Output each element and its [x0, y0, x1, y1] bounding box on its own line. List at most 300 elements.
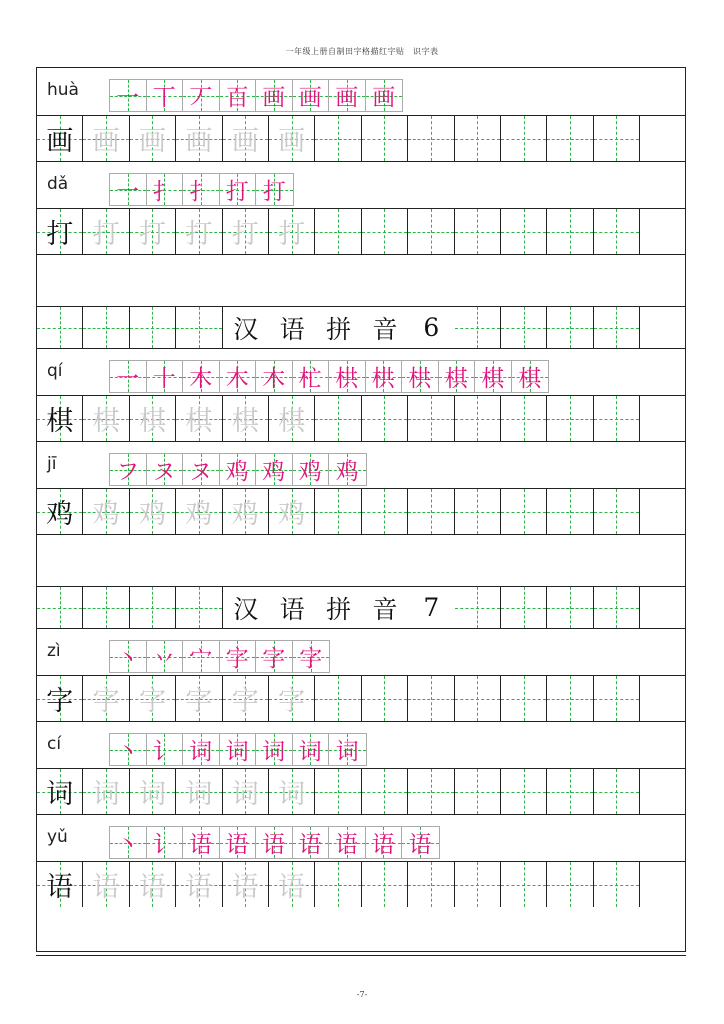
stroke-step [110, 80, 147, 111]
stroke-step [329, 734, 366, 765]
stroke-step [439, 361, 476, 392]
tianzige-cell [176, 209, 222, 254]
trace-character: 鸡 [185, 499, 213, 530]
stroke-step-char: 丶 [116, 832, 140, 858]
tianzige-cell [315, 769, 361, 814]
lesson-title-char: 拼 [326, 314, 352, 344]
stroke-step [256, 80, 293, 111]
tianzige-cell [223, 862, 269, 907]
tianzige-cell [594, 676, 640, 721]
tianzige-cell [223, 116, 269, 161]
trace-character: 字 [92, 686, 120, 717]
tianzige-cell [455, 769, 501, 814]
model-character: 词 [46, 779, 74, 810]
tianzige-cell [455, 307, 501, 348]
trace-character: 词 [185, 779, 213, 810]
tianzige-cell [37, 116, 83, 161]
stroke-step-char: 一 [116, 366, 140, 392]
tianzige-cell [547, 769, 593, 814]
stroke-step [110, 174, 147, 205]
sheet-bottom-line [36, 955, 686, 956]
stroke-step-char: フ [116, 459, 140, 485]
stroke-step [329, 454, 366, 485]
stroke-order-strip [109, 360, 549, 393]
tianzige-cell [130, 862, 176, 907]
stroke-step [183, 454, 220, 485]
practice-sheet [36, 67, 686, 952]
stroke-step [183, 827, 220, 858]
stroke-step-char: 栱 [408, 366, 432, 392]
stroke-step [220, 174, 257, 205]
trace-character: 画 [278, 126, 306, 157]
tianzige-cell [83, 769, 129, 814]
stroke-step-char: 鸡 [225, 459, 249, 485]
trace-character: 打 [278, 219, 306, 250]
tianzige-cell [501, 587, 547, 628]
stroke-step [366, 361, 403, 392]
lesson-title-char: 7 [423, 593, 440, 622]
tianzige-row [37, 395, 685, 441]
stroke-step-char: 鸡 [335, 459, 359, 485]
tianzige-cell [176, 396, 222, 441]
tianzige-cell [269, 769, 315, 814]
tianzige-cell [130, 587, 176, 628]
stroke-step-char: 十 [152, 366, 176, 392]
stroke-step-char: 字 [299, 646, 323, 672]
tianzige-grid [37, 769, 686, 814]
tianzige-cell [501, 396, 547, 441]
tianzige-cell [269, 116, 315, 161]
tianzige-cell [83, 862, 129, 907]
tianzige-cell [594, 116, 640, 161]
stroke-step [293, 734, 330, 765]
stroke-step [183, 80, 220, 111]
stroke-step [329, 361, 366, 392]
lesson-title-row [37, 586, 685, 628]
stroke-step-char: 讠 [152, 739, 176, 765]
trace-character: 鸡 [278, 499, 306, 530]
tianzige-cell [501, 862, 547, 907]
tianzige-cell [501, 676, 547, 721]
tianzige-cell [640, 396, 686, 441]
blank-row [37, 534, 685, 586]
trace-character: 词 [92, 779, 120, 810]
stroke-step-char: 语 [225, 832, 249, 858]
stroke-step [475, 361, 512, 392]
stroke-step [110, 827, 147, 858]
lesson-title-char: 语 [279, 314, 305, 344]
tianzige-cell [130, 489, 176, 534]
tianzige-cell [37, 587, 83, 628]
tianzige-cell [315, 676, 361, 721]
tianzige-cell [547, 489, 593, 534]
stroke-step-char: 字 [262, 646, 286, 672]
tianzige-cell [594, 587, 640, 628]
stroke-step-char: 画 [298, 85, 322, 111]
tianzige-cell [83, 116, 129, 161]
tianzige-cell [223, 209, 269, 254]
trace-character: 语 [138, 872, 166, 903]
page-number: -7- [356, 990, 368, 999]
pinyin-label: qí [47, 361, 63, 381]
stroke-step-char: 丶 [116, 646, 140, 672]
stroke-step-char: 画 [335, 85, 359, 111]
stroke-order-strip [109, 733, 367, 766]
stroke-step-char: 词 [225, 739, 249, 765]
trace-character: 语 [92, 872, 120, 903]
tianzige-cell [408, 676, 454, 721]
lesson-title [223, 307, 455, 348]
stroke-step [147, 734, 184, 765]
lesson-title-char: 汉 [233, 594, 259, 624]
stroke-step-char: 词 [189, 739, 213, 765]
model-character: 打 [46, 219, 74, 250]
tianzige-cell [315, 489, 361, 534]
tianzige-cell [547, 209, 593, 254]
stroke-step-char: 丶 [116, 739, 140, 765]
stroke-step-char: 词 [335, 739, 359, 765]
stroke-order-strip [109, 79, 403, 112]
tianzige-cell [269, 676, 315, 721]
tianzige-cell [37, 769, 83, 814]
stroke-step-char: 语 [371, 832, 395, 858]
tianzige-cell [408, 396, 454, 441]
stroke-step-char: 词 [298, 739, 322, 765]
tianzige-cell [594, 307, 640, 348]
trace-character: 棋 [231, 406, 259, 437]
tianzige-cell [594, 769, 640, 814]
tianzige-cell [176, 862, 222, 907]
tianzige-cell [408, 862, 454, 907]
trace-character: 字 [185, 686, 213, 717]
stroke-step [329, 827, 366, 858]
tianzige-cell [269, 489, 315, 534]
tianzige-cell [130, 676, 176, 721]
tianzige-cell [501, 769, 547, 814]
tianzige-cell [547, 307, 593, 348]
stroke-step [183, 734, 220, 765]
tianzige-cell [130, 209, 176, 254]
tianzige-cell [176, 116, 222, 161]
tianzige-cell [455, 676, 501, 721]
tianzige-cell [640, 676, 686, 721]
tianzige-cell [83, 489, 129, 534]
stroke-step [329, 80, 366, 111]
stroke-step [147, 641, 184, 672]
stroke-step-char: 栱 [371, 366, 395, 392]
tianzige-cell [455, 862, 501, 907]
tianzige-cell [362, 862, 408, 907]
stroke-step [220, 80, 257, 111]
trace-character: 语 [185, 872, 213, 903]
trace-character: 字 [231, 686, 259, 717]
trace-character: 画 [138, 126, 166, 157]
model-character: 鸡 [46, 499, 74, 530]
pinyin-label: huà [47, 80, 79, 100]
page-header: 一年级上册自制田字格描红字贴 识字表 [285, 47, 439, 56]
tianzige-cell [37, 396, 83, 441]
stroke-step [293, 361, 330, 392]
stroke-step-char: 画 [372, 85, 396, 111]
tianzige-cell [362, 769, 408, 814]
tianzige-cell [547, 396, 593, 441]
stroke-step [110, 361, 147, 392]
stroke-step-char: 画 [262, 85, 286, 111]
tianzige-grid [37, 116, 686, 161]
stroke-step [110, 454, 147, 485]
stroke-order-strip [109, 640, 330, 673]
stroke-step [256, 641, 293, 672]
stroke-step-char: 杧 [298, 366, 322, 392]
pinyin-row [37, 441, 685, 488]
tianzige-cell [547, 862, 593, 907]
stroke-order-strip [109, 173, 294, 206]
stroke-step [402, 361, 439, 392]
stroke-step-char: 木 [189, 366, 213, 392]
tianzige-row [37, 675, 685, 721]
tianzige-cell [83, 396, 129, 441]
pinyin-row [37, 68, 685, 115]
stroke-step [293, 454, 330, 485]
stroke-step-char: 棋 [481, 366, 505, 392]
stroke-order-strip [109, 453, 367, 486]
tianzige-cell [83, 676, 129, 721]
tianzige-cell [594, 862, 640, 907]
model-character: 棋 [46, 406, 74, 437]
tianzige-cell [83, 209, 129, 254]
tianzige-cell [408, 769, 454, 814]
pinyin-label: cí [47, 734, 62, 754]
tianzige-cell [408, 116, 454, 161]
tianzige-cell [37, 489, 83, 534]
tianzige-row [37, 768, 685, 814]
stroke-step [402, 827, 439, 858]
stroke-step-char: 木 [225, 366, 249, 392]
stroke-step-char: 语 [408, 832, 432, 858]
lesson-title [223, 587, 455, 628]
tianzige-cell [640, 769, 686, 814]
stroke-step-char: 语 [189, 832, 213, 858]
stroke-step [183, 361, 220, 392]
tianzige-cell [594, 489, 640, 534]
tianzige-cell [501, 116, 547, 161]
tianzige-cell [455, 116, 501, 161]
stroke-step [293, 827, 330, 858]
pinyin-row [37, 348, 685, 395]
tianzige-cell [83, 307, 129, 348]
stroke-step-char: 打 [225, 179, 249, 205]
model-character: 语 [46, 872, 74, 903]
trace-character: 打 [231, 219, 259, 250]
pinyin-label: zì [47, 641, 61, 661]
pinyin-row [37, 814, 685, 861]
stroke-step-char: 讠 [152, 832, 176, 858]
stroke-step-char: 字 [225, 646, 249, 672]
lesson-title-char: 音 [372, 594, 398, 624]
tianzige-cell [594, 396, 640, 441]
tianzige-cell [315, 209, 361, 254]
tianzige-cell [594, 209, 640, 254]
stroke-step [147, 361, 184, 392]
tianzige-cell [315, 862, 361, 907]
tianzige-cell [223, 769, 269, 814]
trace-character: 棋 [92, 406, 120, 437]
tianzige-cell [269, 209, 315, 254]
tianzige-cell [130, 396, 176, 441]
lesson-title-char: 语 [279, 594, 305, 624]
stroke-step [256, 734, 293, 765]
stroke-step [293, 641, 330, 672]
trace-character: 鸡 [231, 499, 259, 530]
tianzige-cell [362, 676, 408, 721]
tianzige-row [37, 488, 685, 534]
lesson-title-char: 6 [423, 313, 440, 342]
lesson-title-char: 音 [372, 314, 398, 344]
stroke-step-char: 丷 [152, 646, 176, 672]
tianzige-cell [37, 862, 83, 907]
lesson-title-row [37, 306, 685, 348]
stroke-step [183, 174, 220, 205]
tianzige-cell [501, 489, 547, 534]
tianzige-grid [37, 209, 686, 254]
tianzige-cell [223, 489, 269, 534]
tianzige-cell [37, 209, 83, 254]
tianzige-cell [547, 116, 593, 161]
stroke-step-char: 宀 [189, 646, 213, 672]
tianzige-cell [408, 209, 454, 254]
pinyin-label: dǎ [47, 174, 69, 194]
tianzige-cell [455, 209, 501, 254]
tianzige-cell [83, 587, 129, 628]
tianzige-cell [362, 116, 408, 161]
stroke-step [256, 361, 293, 392]
tianzige-cell [547, 676, 593, 721]
stroke-step [220, 454, 257, 485]
tianzige-cell [455, 587, 501, 628]
stroke-step [256, 454, 293, 485]
stroke-step [147, 174, 184, 205]
trace-character: 字 [138, 686, 166, 717]
stroke-step-char: 语 [298, 832, 322, 858]
tianzige-cell [269, 396, 315, 441]
tianzige-cell [176, 769, 222, 814]
trace-character: 语 [231, 872, 259, 903]
stroke-order-strip [109, 826, 440, 859]
tianzige-cell [37, 676, 83, 721]
pinyin-row [37, 628, 685, 675]
stroke-step-char: 栱 [335, 366, 359, 392]
tianzige-cell [501, 307, 547, 348]
tianzige-row [37, 861, 685, 907]
tianzige-cell [315, 116, 361, 161]
stroke-step-char: 木 [262, 366, 286, 392]
stroke-step-char: 丅 [152, 85, 176, 111]
tianzige-cell [315, 396, 361, 441]
tianzige-cell [176, 307, 222, 348]
tianzige-grid [37, 396, 686, 441]
model-character: 字 [46, 686, 74, 717]
pinyin-label: jī [47, 454, 57, 474]
stroke-step [147, 454, 184, 485]
tianzige-cell [408, 489, 454, 534]
stroke-step-char: 棋 [444, 366, 468, 392]
tianzige-cell [547, 587, 593, 628]
tianzige-cell [640, 209, 686, 254]
trace-character: 鸡 [92, 499, 120, 530]
tianzige-cell [269, 862, 315, 907]
stroke-step [220, 641, 257, 672]
lesson-title-char: 汉 [233, 314, 259, 344]
tianzige-cell [640, 587, 686, 628]
stroke-step-char: 丆 [189, 85, 213, 111]
tianzige-cell [176, 676, 222, 721]
tianzige-cell [37, 307, 83, 348]
trace-character: 语 [278, 872, 306, 903]
trace-character: 字 [278, 686, 306, 717]
lesson-title-char: 拼 [326, 594, 352, 624]
tianzige-row [37, 208, 685, 254]
pinyin-row [37, 721, 685, 768]
tianzige-cell [223, 396, 269, 441]
trace-character: 画 [231, 126, 259, 157]
stroke-step [256, 174, 293, 205]
tianzige-cell [223, 676, 269, 721]
tianzige-cell [130, 116, 176, 161]
stroke-step-char: 扌 [189, 179, 213, 205]
trace-character: 词 [138, 779, 166, 810]
trace-character: 画 [185, 126, 213, 157]
blank-row [37, 254, 685, 306]
stroke-step [147, 80, 184, 111]
stroke-step-char: ヌ [152, 459, 176, 485]
trace-character: 打 [138, 219, 166, 250]
tianzige-row [37, 115, 685, 161]
stroke-step [110, 641, 147, 672]
tianzige-cell [455, 489, 501, 534]
stroke-step-char: 打 [262, 179, 286, 205]
stroke-step-char: 棋 [518, 366, 542, 392]
stroke-step-char: 鸡 [298, 459, 322, 485]
stroke-step [512, 361, 549, 392]
trace-character: 棋 [278, 406, 306, 437]
tianzige-cell [362, 209, 408, 254]
tianzige-cell [362, 489, 408, 534]
tianzige-cell [130, 769, 176, 814]
stroke-step-char: 词 [262, 739, 286, 765]
stroke-step [366, 80, 403, 111]
trace-character: 画 [92, 126, 120, 157]
stroke-step-char: 鸡 [262, 459, 286, 485]
stroke-step [147, 827, 184, 858]
tianzige-cell [640, 116, 686, 161]
tianzige-cell [640, 862, 686, 907]
pinyin-row [37, 161, 685, 208]
tianzige-cell [501, 209, 547, 254]
tianzige-cell [640, 489, 686, 534]
stroke-step [366, 827, 403, 858]
trace-character: 词 [278, 779, 306, 810]
trace-character: 棋 [138, 406, 166, 437]
tianzige-cell [640, 307, 686, 348]
stroke-step-char: 一 [116, 85, 140, 111]
trace-character: 打 [92, 219, 120, 250]
tianzige-cell [455, 396, 501, 441]
stroke-step [293, 80, 330, 111]
tianzige-cell [176, 587, 222, 628]
stroke-step-char: 扌 [152, 179, 176, 205]
tianzige-grid [37, 862, 686, 907]
tianzige-grid [37, 676, 686, 721]
